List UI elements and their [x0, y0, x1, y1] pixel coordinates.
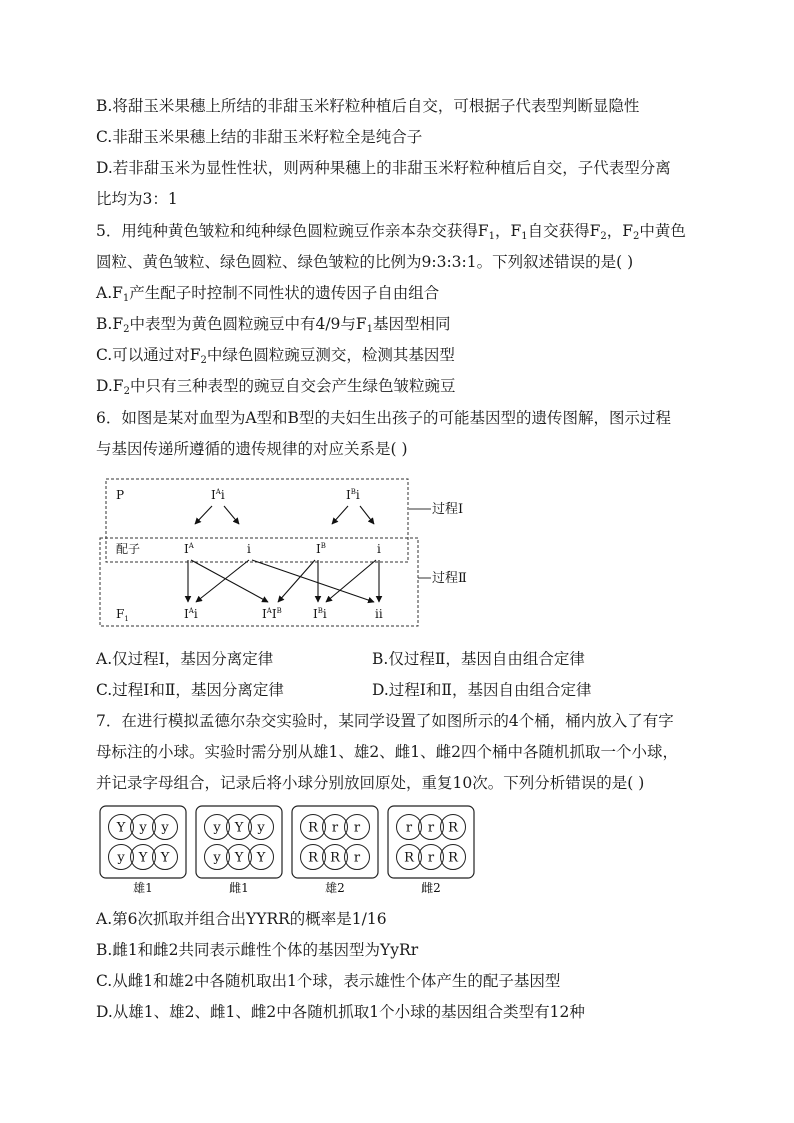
gamete-i-1: i	[247, 542, 251, 556]
q6-option-b: B.仅过程Ⅱ，基因自由组合定律	[372, 650, 585, 668]
ball-allele: r	[353, 820, 361, 836]
ball-allele: Y	[234, 820, 244, 836]
ball-allele: R	[330, 850, 340, 866]
ball-allele: Y	[138, 850, 148, 866]
gamete-label: 配子	[116, 542, 141, 556]
process-1-box	[106, 479, 408, 562]
q6-stem-cont: 与基因传递所遵循的遗传规律的对应关系是( )	[96, 440, 408, 458]
q4-option-b: B.将甜玉米果穗上所结的非甜玉米籽粒种植后自交，可根据子代表型判断显隐性	[96, 97, 640, 115]
ball-allele: y	[139, 820, 147, 836]
gamete-ia: $I^A$	[184, 542, 194, 556]
p-label: P	[116, 488, 125, 502]
ball-allele: r	[427, 850, 435, 866]
offspring-iaib: $I^AI^B$	[262, 607, 282, 621]
parent-2-genotype: $I^Bi$	[346, 488, 360, 502]
ball-allele: Y	[116, 820, 126, 836]
q6-option-a: A.仅过程Ⅰ，基因分离定律	[96, 650, 274, 668]
gamete-i-2: i	[377, 542, 381, 556]
bucket-label: 雄1	[133, 881, 153, 895]
ball-allele: R	[448, 820, 458, 836]
offspring-iai: $I^Ai$	[184, 607, 198, 621]
bucket	[388, 806, 474, 895]
q5-stem-cont: 圆粒、黄色皱粒、绿色圆粒、绿色皱粒的比例为9:3:3:1。下列叙述错误的是( )	[96, 253, 634, 271]
ball-allele: y	[213, 820, 221, 836]
q5-option-c: C.可以通过对$F_2$中绿色圆粒豌豆测交，检测其基因型	[96, 346, 455, 366]
q5-option-a: $A.F_1$产生配子时控制不同性状的遗传因子自由组合	[96, 284, 440, 304]
ball-allele: y	[161, 820, 169, 836]
gamete-ib: $I^B$	[316, 542, 326, 556]
ball-allele: y	[213, 850, 221, 866]
bucket-label: 雄2	[325, 881, 345, 895]
ball-allele: R	[404, 850, 414, 866]
q7-option-a: A.第6次抓取并组合出YYRR的概率是1/16	[96, 910, 387, 928]
q7-option-d: D.从雄1、雄2、雌1、雌2中各随机抓取1个小球的基因组合类型有12种	[96, 1003, 585, 1021]
ball-allele: r	[331, 820, 339, 836]
inheritance-diagram	[96, 474, 486, 634]
ball-allele: R	[308, 820, 318, 836]
ball-allele: R	[308, 850, 318, 866]
q7-stem-cont-1: 母标注的小球。实验时需分别从雄1、雄2、雌1、雌2四个桶中各随机抓取一个小球，	[96, 743, 678, 761]
q5-option-d: $D.F_2$中只有三种表型的豌豆自交会产生绿色皱粒豌豆	[96, 377, 456, 397]
bucket-label: 雌1	[229, 881, 249, 895]
bucket	[100, 806, 186, 895]
offspring-ibi: $I^Bi$	[313, 607, 327, 621]
q6-option-d: D.过程Ⅰ和Ⅱ，基因自由组合定律	[372, 681, 592, 699]
f1-label: $F_1$	[116, 607, 129, 623]
q7-stem: 7．在进行模拟孟德尔杂交实验时，某同学设置了如图所示的4个桶，桶内放入了有字	[96, 712, 674, 730]
ball-allele: R	[448, 850, 458, 866]
ball-allele: Y	[256, 850, 266, 866]
q4-option-d-cont: 比均为3：1	[96, 190, 178, 208]
ball-allele: r	[353, 850, 361, 866]
q4-option-d: D.若非甜玉米为显性性状，则两种果穗上的非甜玉米籽粒种植后自交，子代表型分离	[96, 159, 671, 177]
parent-1-genotype: $I^Ai$	[211, 488, 225, 502]
ball-allele: Y	[234, 850, 244, 866]
q6-option-c: C.过程Ⅰ和Ⅱ，基因分离定律	[96, 681, 284, 699]
ball-allele: y	[117, 850, 125, 866]
ball-allele: y	[257, 820, 265, 836]
q5-option-b: $B.F_2$中表型为黄色圆粒豌豆中有4/9与$F_1$基因型相同	[96, 315, 451, 335]
ball-allele: r	[427, 820, 435, 836]
bucket-label: 雌2	[421, 881, 441, 895]
process-2-label: 过程Ⅱ	[432, 571, 467, 586]
q7-stem-cont-2: 并记录字母组合，记录后将小球分别放回原处，重复10次。下列分析错误的是( )	[96, 774, 645, 792]
bucket-outline	[292, 806, 378, 878]
bucket-outline	[100, 806, 186, 878]
process-1-label: 过程Ⅰ	[432, 502, 464, 517]
q7-option-b: B.雌1和雌2共同表示雌性个体的基因型为YyRr	[96, 941, 419, 959]
q6-stem: 6．如图是某对血型为A型和B型的夫妇生出孩子的可能基因型的遗传图解，图示过程	[96, 409, 671, 427]
bucket	[196, 806, 282, 895]
q4-option-c: C.非甜玉米果穗上结的非甜玉米籽粒全是纯合子	[96, 128, 423, 146]
ball-allele: Y	[160, 850, 170, 866]
bucket-figure	[96, 804, 486, 896]
offspring-ii: ii	[375, 607, 383, 621]
q7-option-c: C.从雌1和雄2中各随机取出1个球，表示雄性个体产生的配子基因型	[96, 972, 561, 990]
bucket-outline	[196, 806, 282, 878]
q5-stem: 5．用纯种黄色皱粒和纯种绿色圆粒豌豆作亲本杂交获得$F_1$，$F_1$自交获得$F_2$，$F_2$中黄色	[96, 222, 686, 242]
process-2-box	[100, 538, 418, 626]
ball-allele: r	[405, 820, 413, 836]
bucket-outline	[388, 806, 474, 878]
bucket	[292, 806, 378, 895]
